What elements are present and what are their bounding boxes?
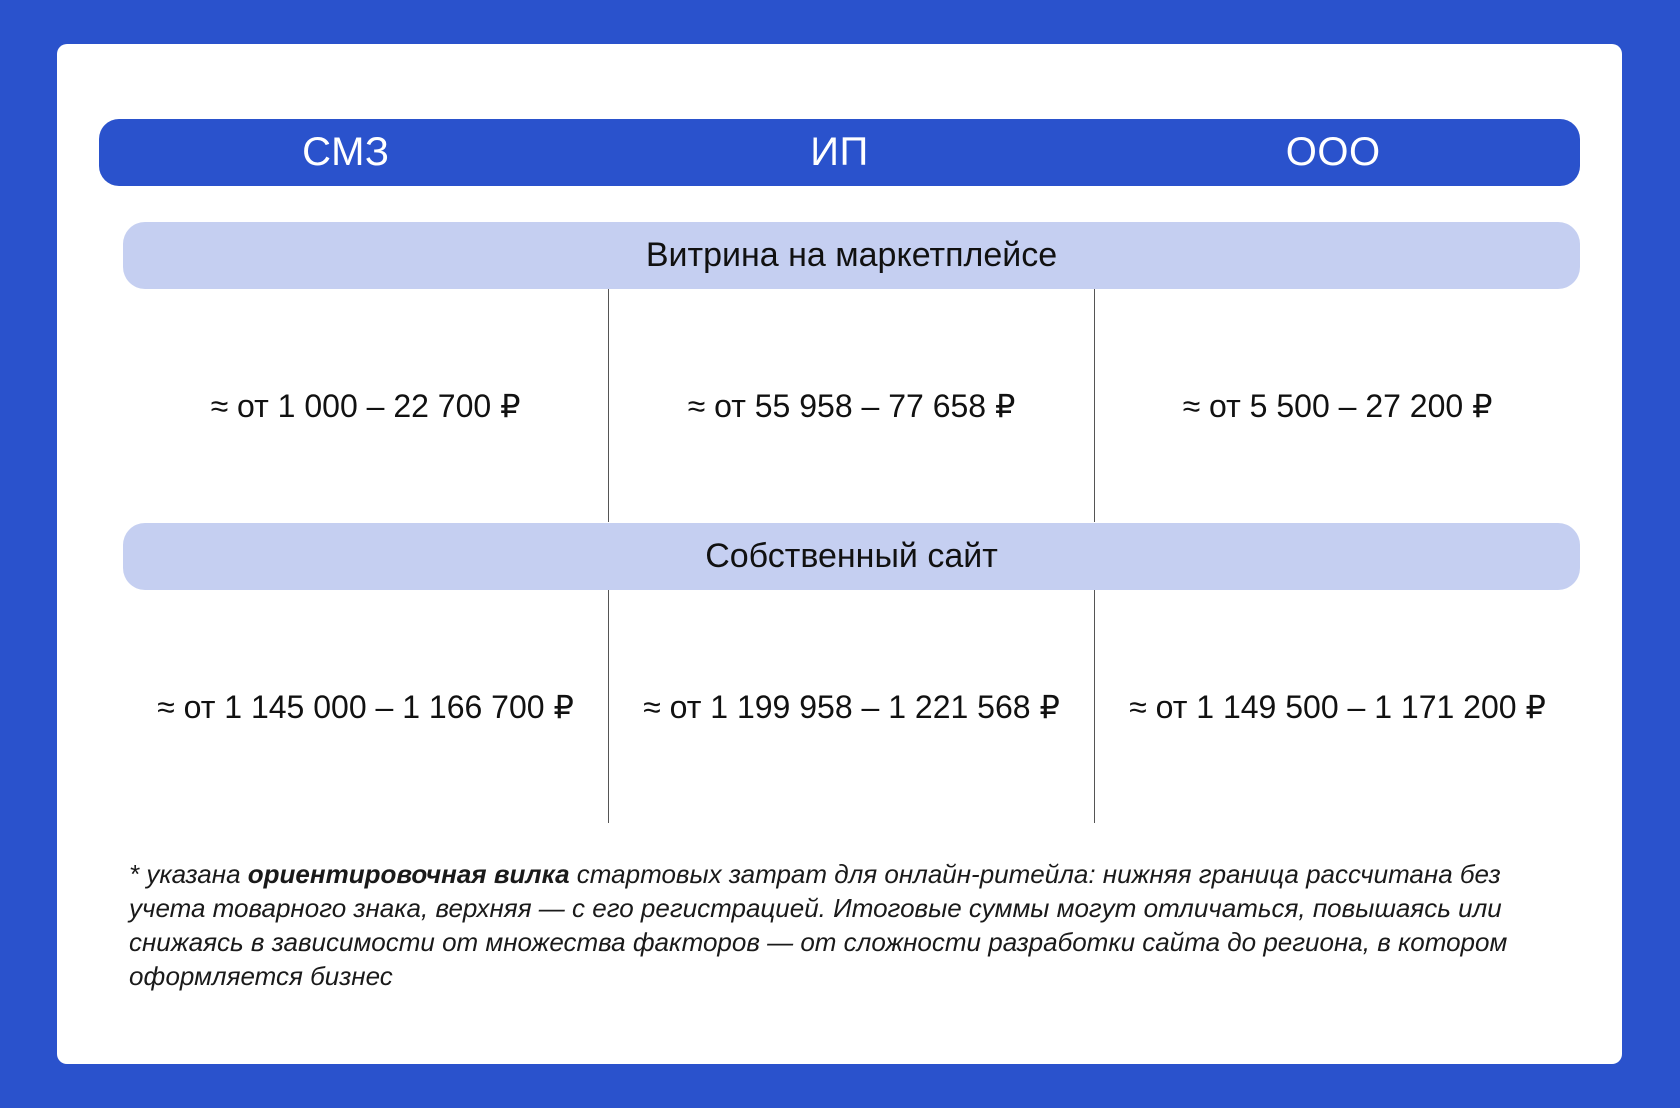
marketplace-cost-smz: ≈ от 1 000 – 22 700 ₽: [210, 387, 521, 424]
cost-comparison-card: [57, 44, 1622, 1064]
marketplace-cost-ooo: ≈ от 5 500 – 27 200 ₽: [1094, 289, 1580, 522]
footnote-text: стартовых затрат для онлайн-ритейла: нижняя граница рассчитана без учета товарного знака, верхняя — с его регистрацией. Итоговые суммы могут отличаться, повышаясь или снижаясь в зависимости от множества факторов — от сложности разработки сайта до региона, в котором оформляется бизнес: [129, 859, 1508, 991]
header-column-ooo: ООО: [1285, 130, 1381, 174]
own-site-cost-ip: ≈ от 1 199 958 – 1 221 568 ₽: [608, 590, 1094, 823]
marketplace-cost-ip: ≈ от 55 958 – 77 658 ₽: [608, 289, 1094, 522]
own-site-cost-row: [123, 590, 1580, 823]
marketplace-cost-row: [123, 289, 1580, 522]
footnote-prefix: * указана: [129, 859, 248, 889]
own-site-cost-ooo: ≈ от 1 149 500 – 1 171 200 ₽: [1094, 590, 1580, 823]
header-column-smz: СМЗ: [302, 130, 390, 174]
business-type-header: [99, 119, 1580, 186]
footnote: [129, 857, 1549, 993]
section-title-marketplace: Витрина на маркетплейсе: [123, 222, 1580, 289]
own-site-cost-smz: ≈ от 1 145 000 – 1 166 700 ₽: [157, 688, 574, 725]
header-column-ip: ИП: [810, 130, 869, 174]
section-title-own-site: Собственный сайт: [123, 523, 1580, 590]
footnote-bold: ориентировочная вилка: [247, 859, 570, 889]
